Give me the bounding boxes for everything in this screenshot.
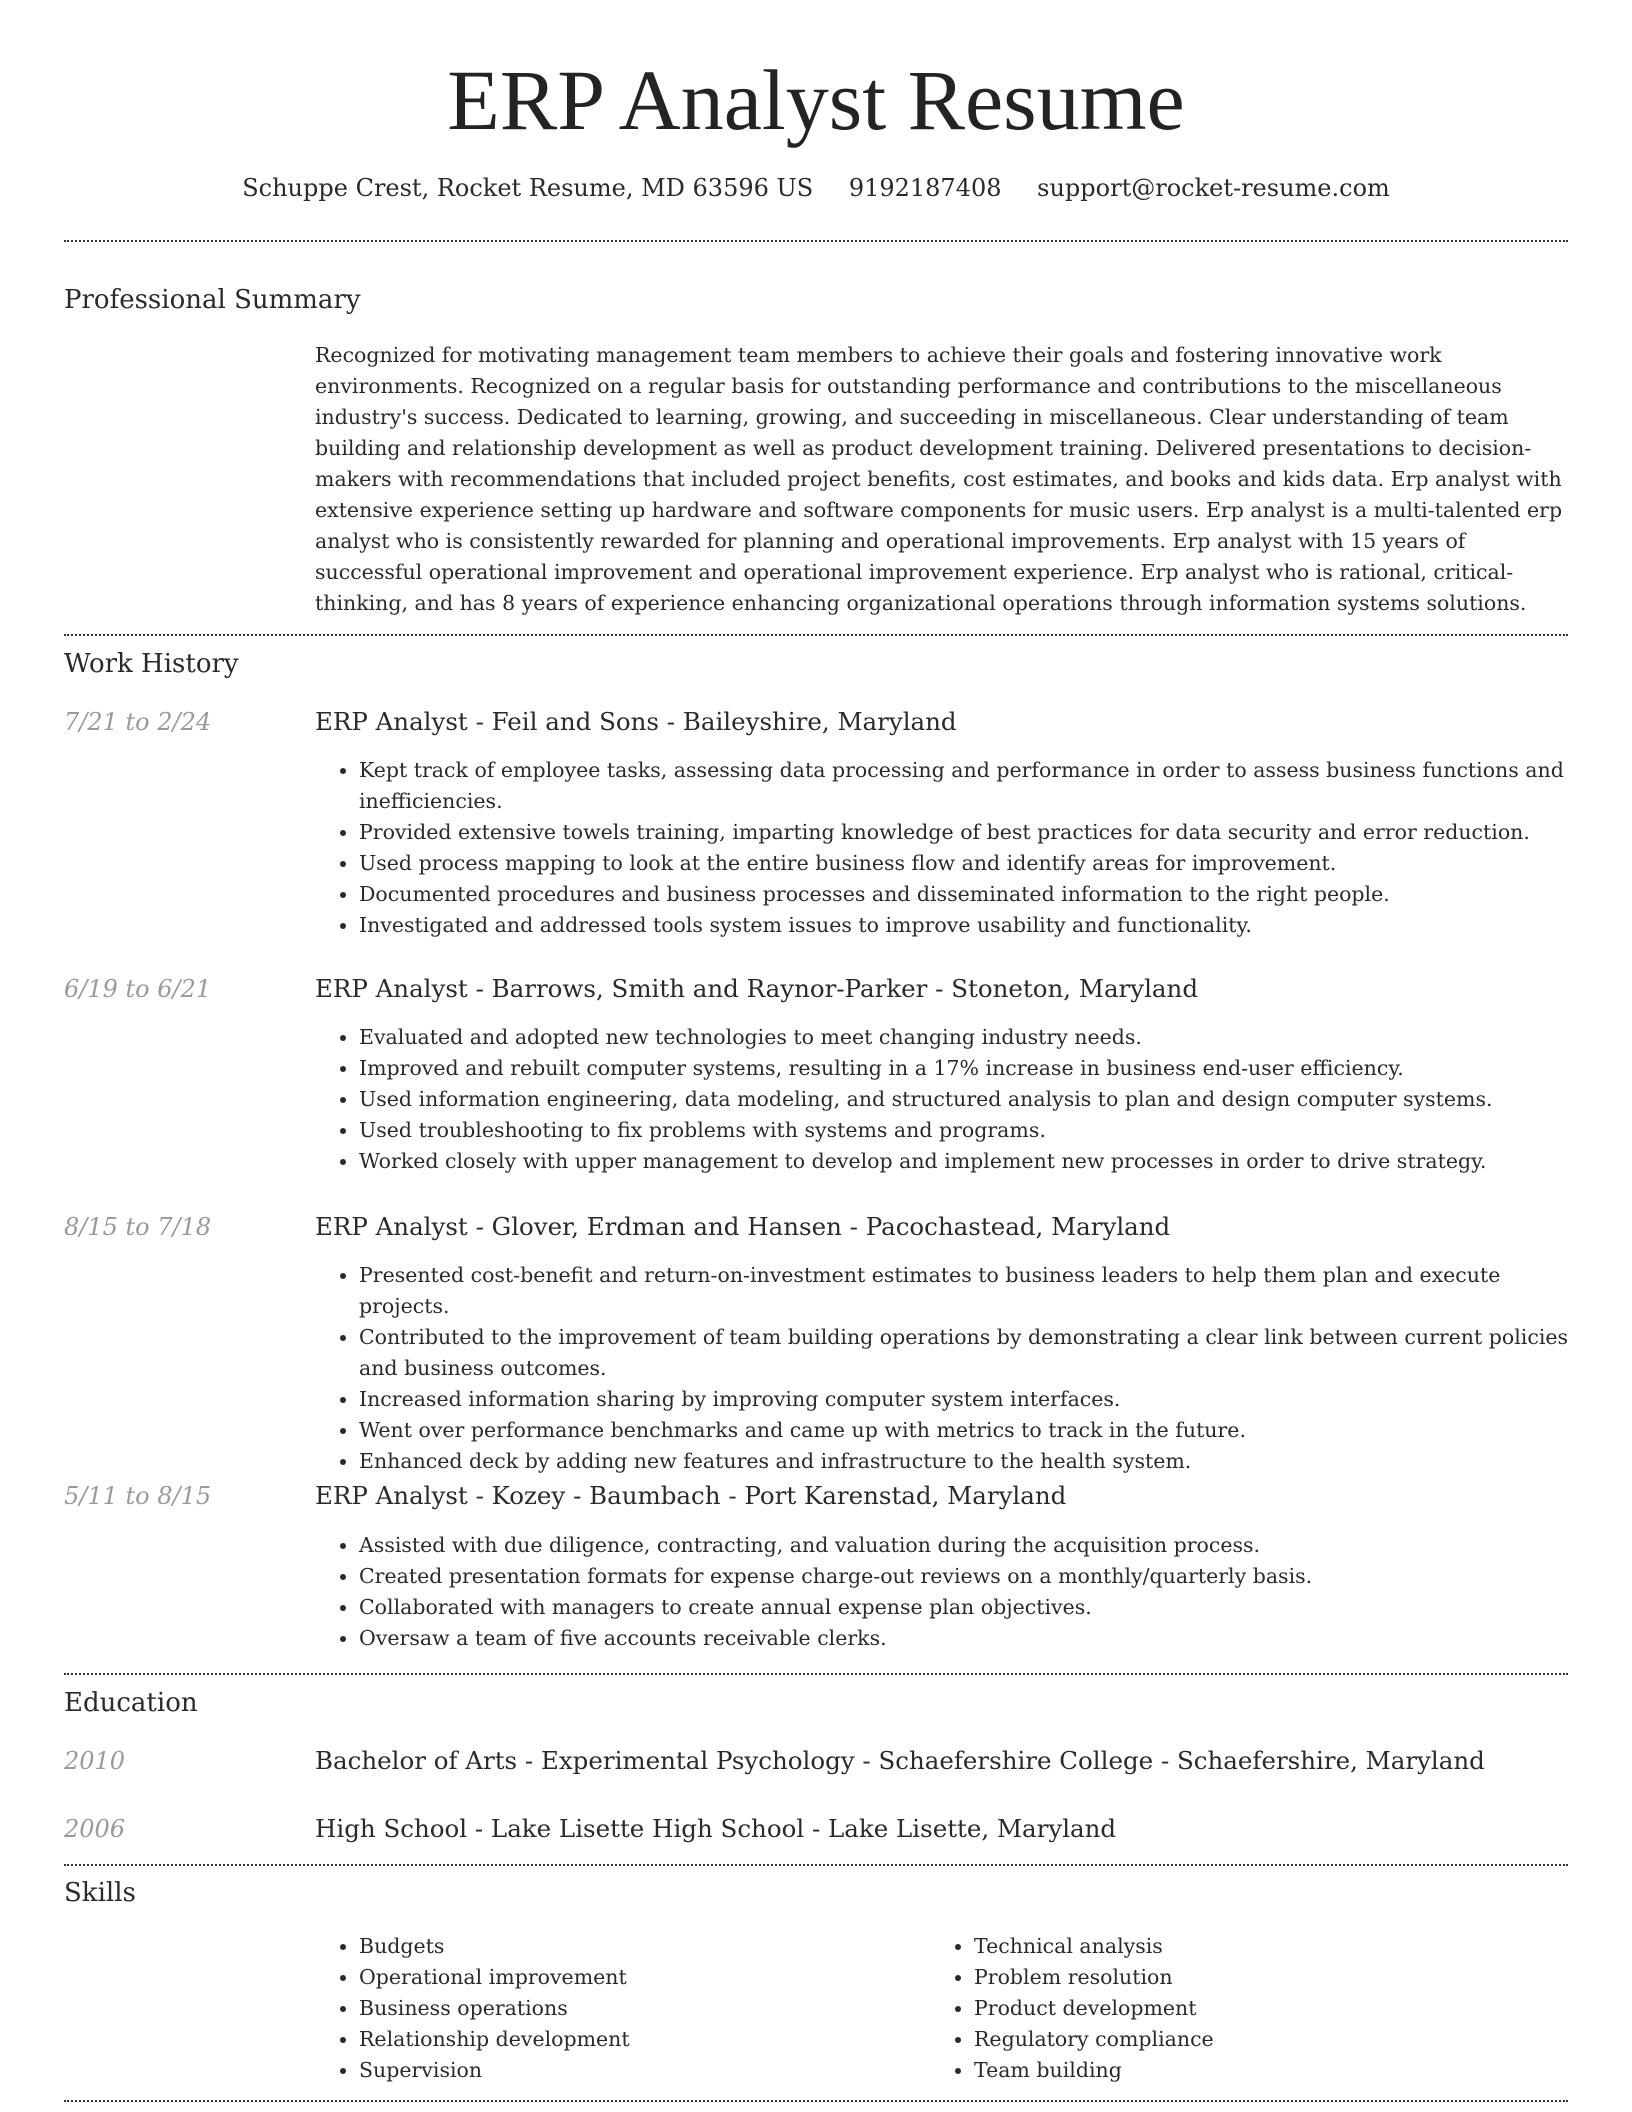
skills-list-left	[315, 1931, 915, 2086]
job-bullet: • Evaluated and adopted new technologies to meet changing industry needs.	[359, 1022, 1570, 1053]
summary-heading: Professional Summary	[64, 285, 361, 315]
divider	[64, 2100, 1568, 2102]
job-bullet: • Increased information sharing by improving computer system interfaces.	[359, 1384, 1570, 1415]
job-bullet: • Created presentation formats for expense charge-out reviews on a monthly/quarterly basis.	[359, 1561, 1570, 1592]
divider	[64, 634, 1568, 636]
education-entry: Bachelor of Arts - Experimental Psychology - Schaefershire College - Schaefershire, Maryland	[315, 1746, 1485, 1775]
job-bullet: • Enhanced deck by adding new features and infrastructure to the health system.	[359, 1446, 1570, 1477]
summary-text: Recognized for motivating management team members to achieve their goals and fostering innovative work environments. Recognized on a regular basis for outstanding performance and contributions to the miscellaneous industry's success. Dedicated to learning, growing, and succeeding in miscellaneous. Clear understanding of team building and relationship development as well as product development training. Delivered presentations to decision-makers with recommendations that included project benefits, cost estimates, and books and kids data. Erp analyst with extensive experience setting up hardware and software components for music users. Erp analyst is a multi-talented erp analyst who is consistently rewarded for planning and operational improvements. Erp analyst with 15 years of successful operational improvement and operational improvement experience. Erp analyst who is rational, critical-thinking, and has 8 years of experience enhancing organizational operations through information systems solutions.	[315, 343, 1563, 615]
job-bullet: • Used process mapping to look at the entire business flow and identify areas for improvement.	[359, 848, 1570, 879]
job-bullet: • Improved and rebuilt computer systems, resulting in a 17% increase in business end-user efficiency.	[359, 1053, 1570, 1084]
job-title: ERP Analyst - Barrows, Smith and Raynor-Parker - Stoneton, Maryland	[315, 974, 1199, 1003]
resume-title: ERP Analyst Resume	[447, 52, 1185, 148]
job-bullets	[315, 1530, 1570, 1654]
skill-item: • Regulatory compliance	[974, 2024, 1530, 2055]
job-bullet: • Assisted with due diligence, contracting, and valuation during the acquisition process.	[359, 1530, 1570, 1561]
job-dates: 6/19 to 6/21	[64, 975, 212, 1003]
skill-item: • Technical analysis	[974, 1931, 1530, 1962]
job-dates: 8/15 to 7/18	[64, 1213, 212, 1241]
job-bullet: • Oversaw a team of five accounts receivable clerks.	[359, 1623, 1570, 1654]
divider	[64, 1864, 1568, 1866]
skill-item: • Budgets	[359, 1931, 915, 1962]
education-year: 2010	[64, 1747, 126, 1775]
skill-item: • Problem resolution	[974, 1962, 1530, 1993]
job-bullet: • Documented procedures and business processes and disseminated information to the right people.	[359, 879, 1570, 910]
education-heading: Education	[64, 1688, 198, 1718]
job-bullet: • Contributed to the improvement of team building operations by demonstrating a clear link between current policies and business outcomes.	[359, 1322, 1570, 1384]
skill-item: • Team building	[974, 2055, 1530, 2086]
job-title: ERP Analyst - Kozey - Baumbach - Port Karenstad, Maryland	[315, 1481, 1067, 1510]
skill-item: • Product development	[974, 1993, 1530, 2024]
job-bullet: • Kept track of employee tasks, assessing data processing and performance in order to assess business functions and inefficiencies.	[359, 755, 1570, 817]
education-entry: High School - Lake Lisette High School - Lake Lisette, Maryland	[315, 1814, 1117, 1843]
job-bullet: • Presented cost-benefit and return-on-investment estimates to business leaders to help them plan and execute projects.	[359, 1260, 1570, 1322]
job-bullet: • Worked closely with upper management to develop and implement new processes in order to drive strategy.	[359, 1146, 1570, 1177]
education-year: 2006	[64, 1815, 126, 1843]
divider	[64, 240, 1568, 242]
job-bullet: • Used information engineering, data modeling, and structured analysis to plan and design computer systems.	[359, 1084, 1570, 1115]
work-history-heading: Work History	[64, 649, 239, 679]
job-bullets	[315, 1022, 1570, 1177]
job-title: ERP Analyst - Glover, Erdman and Hansen - Pacochastead, Maryland	[315, 1212, 1171, 1241]
skill-item: • Business operations	[359, 1993, 915, 2024]
skills-list-right	[930, 1931, 1530, 2086]
skills-heading: Skills	[64, 1878, 136, 1908]
contact-line	[0, 170, 1632, 206]
job-bullet: • Went over performance benchmarks and came up with metrics to track in the future.	[359, 1415, 1570, 1446]
job-bullet: • Used troubleshooting to fix problems with systems and programs.	[359, 1115, 1570, 1146]
divider	[64, 1673, 1568, 1675]
job-bullet: • Provided extensive towels training, imparting knowledge of best practices for data security and error reduction.	[359, 817, 1570, 848]
job-bullet: • Investigated and addressed tools system issues to improve usability and functionality.	[359, 910, 1570, 941]
job-dates: 5/11 to 8/15	[64, 1482, 212, 1510]
job-bullets	[315, 755, 1570, 941]
job-dates: 7/21 to 2/24	[64, 708, 212, 736]
job-title: ERP Analyst - Feil and Sons - Baileyshire, Maryland	[315, 707, 957, 736]
job-bullet: • Collaborated with managers to create annual expense plan objectives.	[359, 1592, 1570, 1623]
phone: 9192187408	[848, 174, 1002, 202]
email: support@rocket-resume.com	[1037, 174, 1390, 202]
skill-item: • Operational improvement	[359, 1962, 915, 1993]
skill-item: • Relationship development	[359, 2024, 915, 2055]
skill-item: • Supervision	[359, 2055, 915, 2086]
address: Schuppe Crest, Rocket Resume, MD 63596 US	[242, 174, 814, 202]
job-bullets	[315, 1260, 1570, 1477]
